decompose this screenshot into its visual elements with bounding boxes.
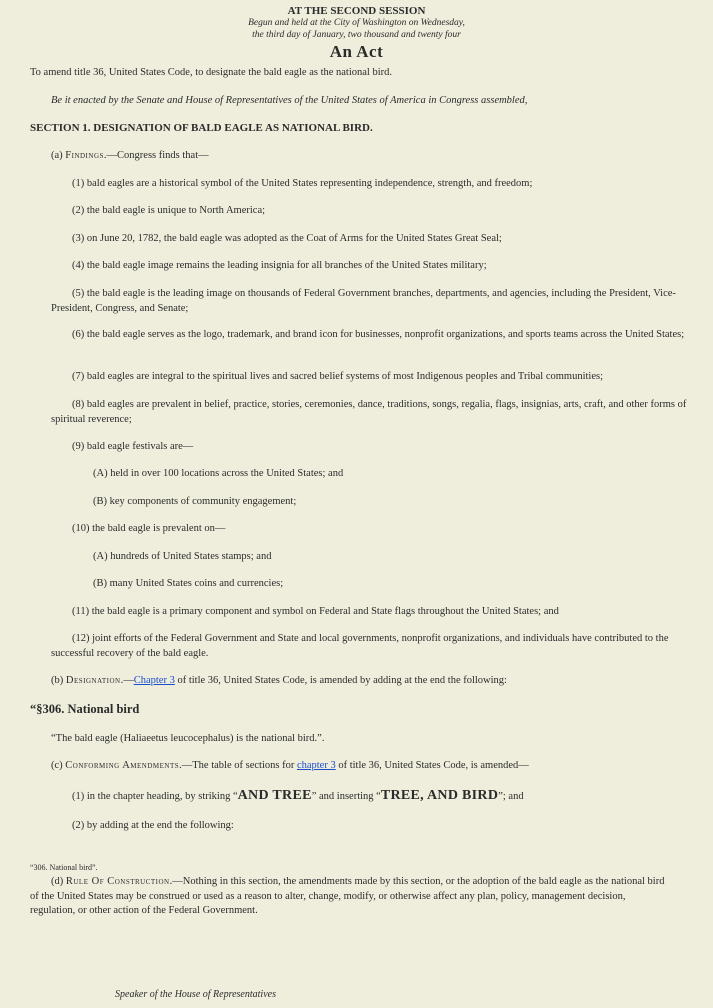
begun-line-2: the third day of January, two thousand and twenty four xyxy=(252,30,461,40)
finding-9-b: (B) key components of community engagement; xyxy=(93,496,297,507)
finding-9-a: (A) held in over 100 locations across the United States; and xyxy=(93,468,344,479)
finding-10-a: (A) hundreds of United States stamps; and xyxy=(93,551,272,562)
section-1-heading: SECTION 1. DESIGNATION OF BALD EAGLE AS NATIONAL BIRD. xyxy=(30,122,373,134)
finding-10: (10) the bald eagle is prevalent on— xyxy=(72,523,226,534)
finding-7: (7) bald eagles are integral to the spiritual lives and sacred belief systems of most Indigenous peoples and Tribal communities; xyxy=(72,371,604,382)
finding-6: (6) the bald eagle serves as the logo, trademark, and brand icon for businesses, nonprofit organizations, and sports teams across the United States; xyxy=(72,329,685,340)
subsection-a-prefix: (a) xyxy=(51,150,66,161)
finding-4: (4) the bald eagle image remains the leading insignia for all branches of the United States military; xyxy=(72,260,487,271)
subsection-d-label: Rule Of Construction xyxy=(65,876,170,887)
finding-11: (11) the bald eagle is a primary component and symbol on Federal and State flags throughout the United States; and xyxy=(72,606,559,617)
chapter-3-link[interactable]: Chapter 3 xyxy=(133,675,175,686)
subsection-c-label: Conforming Amendments xyxy=(65,760,180,771)
chapter-3-link-lower[interactable]: chapter 3 xyxy=(296,760,336,771)
subsection-d-text: .—Nothing in this section, the amendments made by this section, or the adoption of the bald eagle as the national bird of the United States may be construed or used as a reason to alter, change, modify, or otherwise affect any plan, policy, management decision, regulation, or other action of the Federal Government. xyxy=(30,876,665,916)
subsection-d-prefix: (d) xyxy=(51,876,66,887)
finding-2: (2) the bald eagle is unique to North America; xyxy=(72,205,266,216)
subsection-a-text: .—Congress finds that— xyxy=(103,150,209,161)
subsection-c-text-2: of title 36, United States Code, is amended— xyxy=(335,760,529,771)
c1-end: ”; and xyxy=(498,791,524,802)
finding-8: (8) bald eagles are prevalent in belief, practice, stories, ceremonies, dance, traditions, songs, regalia, flags, insignias, arts, craft, and other forms of spiritual reverence; xyxy=(51,399,687,425)
finding-10-b: (B) many United States coins and currencies; xyxy=(93,578,284,589)
finding-1: (1) bald eagles are a historical symbol of the United States representing independence, strength, and freedom; xyxy=(72,178,533,189)
speaker-signature-line: Speaker of the House of Representatives xyxy=(115,989,276,1000)
subsection-b-dash: .— xyxy=(120,675,134,686)
c1-mid: ” and inserting “ xyxy=(311,791,381,802)
purpose-line: To amend title 36, United States Code, to designate the bald eagle as the national bird. xyxy=(30,67,393,78)
subsection-c-1 xyxy=(51,789,691,805)
subsection-b-prefix: (b) xyxy=(51,675,66,686)
finding-12: (12) joint efforts of the Federal Government and State and local governments, nonprofit organizations, and individuals have contributed to the successful recovery of the bald eagle. xyxy=(51,633,669,659)
subsection-b-rest: of title 36, United States Code, is amended by adding at the end the following: xyxy=(174,675,507,686)
section-306-heading: “§306. National bird xyxy=(30,702,140,716)
subsection-b xyxy=(51,674,691,689)
subsection-c-prefix: (c) xyxy=(51,760,66,771)
begun-line xyxy=(0,17,713,41)
finding-9: (9) bald eagle festivals are— xyxy=(72,441,194,452)
an-act-title: An Act xyxy=(329,42,384,61)
finding-5: (5) the bald eagle is the leading image on thousands of Federal Government branches, departments, and agencies, including the President, Vice-President, Congress, and Senate; xyxy=(51,288,676,314)
session-line: AT THE SECOND SESSION xyxy=(287,5,426,17)
section-306-text: “The bald eagle (Haliaeetus leucocephalus) is the national bird.”. xyxy=(51,733,325,744)
finding-3: (3) on June 20, 1782, the bald eagle was adopted as the Coat of Arms for the United States Great Seal; xyxy=(72,233,502,244)
subsection-a-label: Findings xyxy=(65,150,104,161)
subsection-c-text-1: .—The table of sections for xyxy=(179,760,297,771)
subsection-c xyxy=(51,759,691,774)
begun-line-1: Begun and held at the City of Washington on Wednesday, xyxy=(248,18,465,28)
c1-strike-text: AND TREE xyxy=(237,788,312,803)
subsection-b-label: Designation xyxy=(65,675,121,686)
c1-pre: (1) in the chapter heading, by striking “ xyxy=(72,791,238,802)
subsection-a xyxy=(51,149,691,164)
c1-insert-text: TREE, AND BIRD xyxy=(380,788,499,803)
subsection-c-2: (2) by adding at the end the following: xyxy=(72,820,234,831)
subsection-d xyxy=(30,875,670,919)
enacting-clause: Be it enacted by the Senate and House of Representatives of the United States of America in Congress assembled, xyxy=(51,95,528,106)
table-entry-306: “306. National bird”. xyxy=(30,863,98,872)
